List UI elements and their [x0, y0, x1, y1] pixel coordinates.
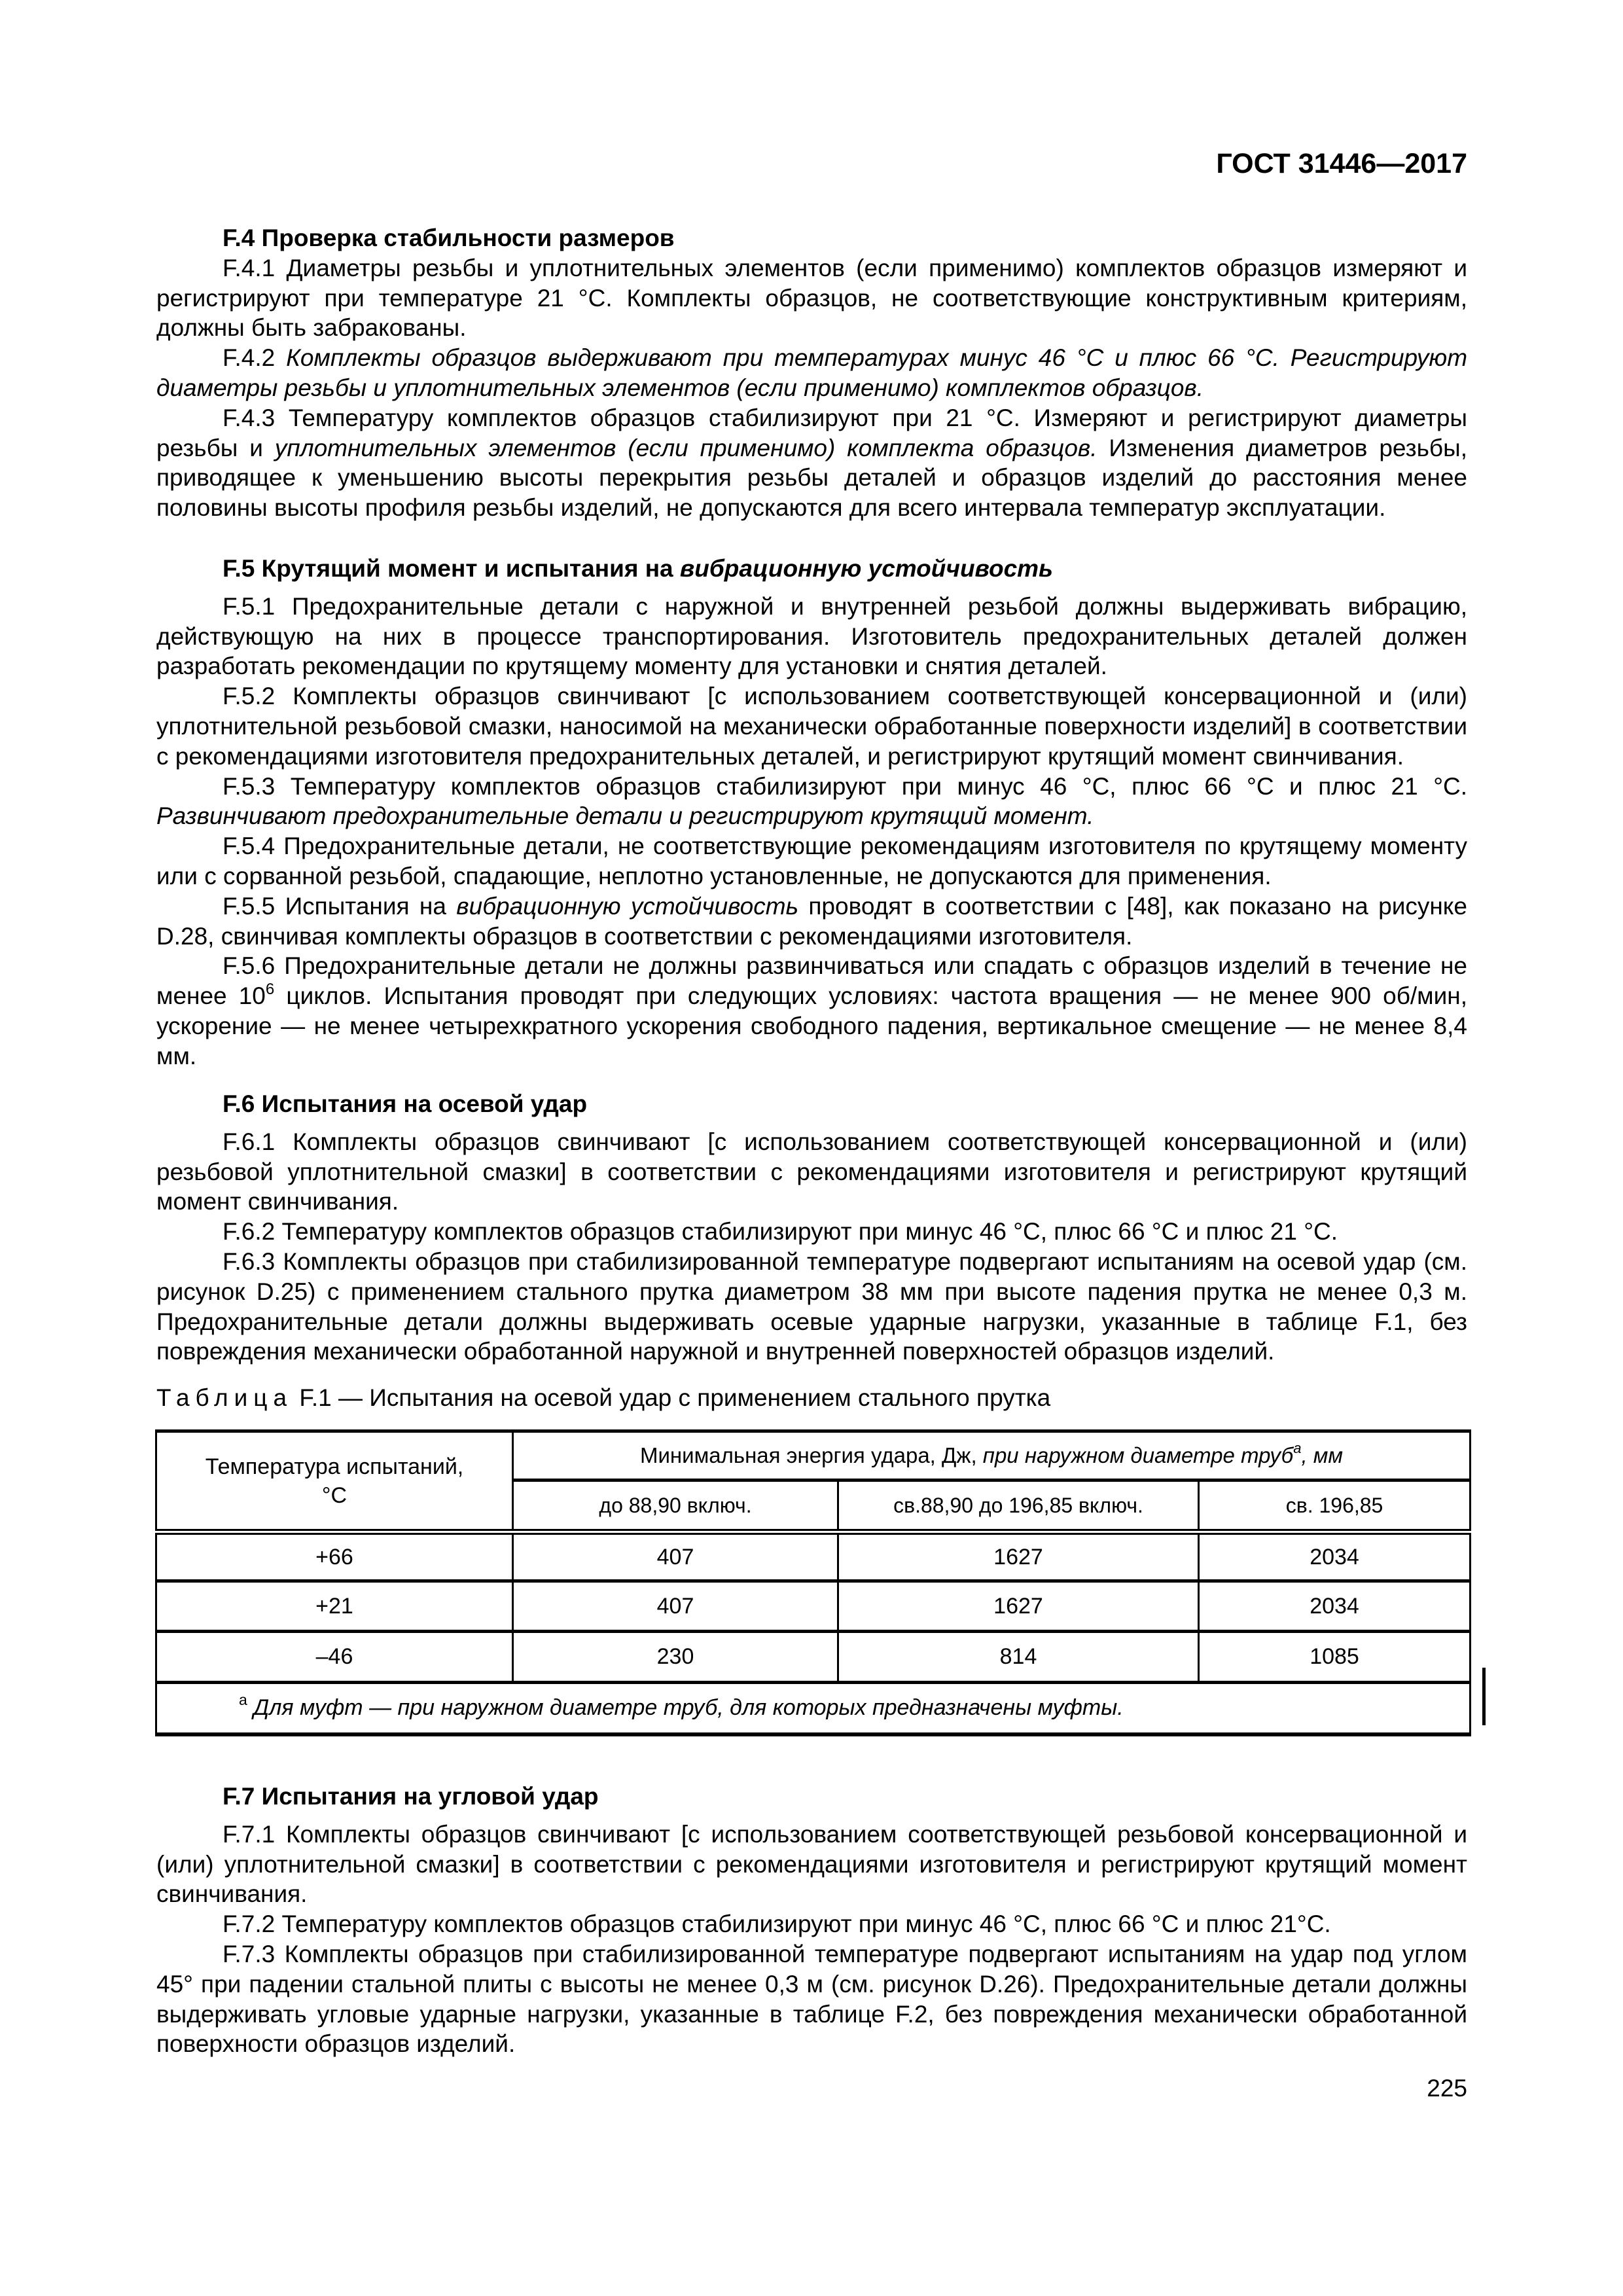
paragraph-f4-1: F.4.1 Диаметры резьбы и уплотнительных элементов (если применимо) комплектов образцов измеряют и регистрируют при температуре 21 °С. Комплекты образцов, не соответствующие конструктивным критериям, должны быть забракованы.: [156, 254, 1467, 342]
section-heading: F.6 Испытания на осевой удар: [223, 1090, 588, 1117]
paragraph-f4-3: [156, 403, 1467, 523]
cell-value: 230: [513, 1632, 838, 1683]
table-caption: [156, 1384, 1050, 1412]
paragraph-f5-2: F.5.2 Комплекты образцов свинчивают [с использованием соответствующей консервационной и (или) уплотнительной резьбовой смазки, наносимой на механически обработанные поверхности изделий] в соответствии с рекомендациями изготовителя предохранительных деталей, и регистрируют крутящий момент свинчивания.: [156, 683, 1467, 770]
paragraph-f6-3: F.6.3 Комплекты образцов при стабилизированной температуре подвергают испытаниям на осевой удар (см. рисунок D.25) с применением стального прутка диаметром 38 мм при высоте падения прутка не менее 0,3 м. Предохранительные детали должны выдерживать осевые ударные нагрузки, указанные в таблице F.1, без повреждения механически обработанной наружной и внутренней поверхностей образцов изделий.: [156, 1247, 1467, 1365]
cell-value: 2034: [1199, 1581, 1471, 1632]
superscript: 6: [265, 980, 275, 999]
header-text: Температура испытаний, °С: [205, 1454, 464, 1508]
paragraph-f5-5: [156, 891, 1467, 952]
paragraph-f6-1: F.6.1 Комплекты образцов свинчивают [с использованием соответствующей консервационной и (или) резьбовой уплотнительной смазки] в соответствии с рекомендациями изготовителя и регистрируют крутящий момент свинчивания.: [156, 1128, 1467, 1215]
paragraph-f5-4: F.5.4 Предохранительные детали, не соответствующие рекомендациям изготовителя по крутящему моменту или с сорванной резьбой, спадающие, неплотно установленные, не допускаются для применения.: [156, 833, 1467, 889]
italic-text: Комплекты образцов выдерживают при температурах минус 46 °С и плюс 66 °С. Регистрируют диаметры резьбы и уплотнительных элементов (если применимо) комплектов образцов.: [156, 344, 1468, 401]
footnote-text: Для муфт — при наружном диаметре труб, для которых предназначены муфты.: [253, 1695, 1124, 1721]
italic-text: уплотнительных элементов (если применимо) комплекта образцов.: [274, 434, 1097, 461]
paragraph-f6-2: F.6.2 Температуру комплектов образцов стабилизируют при минус 46 °С, плюс 66 °С и плюс 21 °С.: [223, 1218, 1338, 1246]
table-footnote-row: [156, 1683, 1471, 1734]
paragraph-f7-3: F.7.3 Комплекты образцов при стабилизированной температуре подвергают испытаниям на удар под углом 45° при падении стальной плиты с высоты не менее 0,3 м (см. рисунок D.26). Предохранительные детали должны выдерживать угловые ударные нагрузки, указанные в таблице F.2, без повреждения механически обработанной поверхности образцов изделий.: [156, 1940, 1467, 2058]
text: циклов. Испытания проводят при следующих условиях: частота вращения — не менее 900 об/мин, ускорение — не менее четырехкратного ускорения свободного падения, вертикальное смещение — не менее 8,4 мм.: [156, 982, 1467, 1069]
footnote-ref: а: [1293, 1440, 1302, 1456]
subheader-col1: до 88,90 включ.: [513, 1480, 838, 1532]
paragraph-f5-1: F.5.1 Предохранительные детали с наружной и внутренней резьбой должны выдерживать вибрацию, действующую на них в процессе транспортирования. Изготовитель предохранительных деталей должен разработать рекомендации по крутящему моменту для установки и снятия деталей.: [156, 592, 1467, 680]
section-f6: [156, 1089, 1467, 1367]
section-heading: F.4 Проверка стабильности размеров: [223, 224, 675, 251]
cell-temp: +21: [156, 1581, 513, 1632]
header-temperature: [156, 1431, 513, 1532]
text: проводят в соответствии с [48], как показано на рисунке D.28, свинчивая комплекты образцов в соответствии с рекомендациями изготовителя.: [156, 892, 1467, 950]
text: F.5.5 Испытания на: [223, 892, 457, 920]
header-unit: , мм: [1301, 1443, 1344, 1467]
document-header: ГОСТ 31446—2017: [1216, 148, 1467, 179]
paragraph-f4-2: [156, 343, 1467, 403]
heading-italic: вибрационную устойчивость: [679, 555, 1054, 582]
section-f5: [156, 554, 1467, 1071]
paragraph-f5-3: [156, 772, 1467, 832]
italic-text: Развинчивают предохранительные детали и регистрируют крутящий момент.: [156, 802, 1094, 830]
header-energy-group: [513, 1431, 1471, 1480]
section-f4: [156, 223, 1467, 523]
cell-value: 407: [513, 1581, 838, 1632]
text: F.4.3 Температуру комплектов образцов стабилизируют при 21 °С. Измеряют и регистрируют диаметры резьбы и: [156, 404, 1467, 461]
table-row: [156, 1632, 1471, 1683]
table-footnote: [156, 1683, 1471, 1734]
subheader-col3: св. 196,85: [1199, 1480, 1471, 1532]
paragraph-f7-2: F.7.2 Температуру комплектов образцов стабилизируют при минус 46 °С, плюс 66 °С и плюс 21°С.: [223, 1910, 1331, 1938]
heading-text: F.5 Крутящий момент и испытания на: [223, 555, 680, 582]
change-bar: [1482, 1668, 1486, 1725]
cell-value: 1627: [838, 1581, 1199, 1632]
text: F.5.6 Предохранительные детали не должны развинчиваться или спадать с образцов изделий в течение не менее 10: [156, 952, 1467, 1010]
table-row: [156, 1532, 1471, 1581]
section-heading: F.7 Испытания на угловой удар: [223, 1783, 599, 1810]
paragraph-f5-6: [156, 951, 1467, 1071]
section-heading: [156, 554, 1467, 584]
page-number: 225: [1427, 2075, 1467, 2102]
header-text: Минимальная энергия удара, Дж,: [640, 1443, 983, 1467]
footnote-mark: а: [239, 1691, 247, 1709]
cell-temp: –46: [156, 1632, 513, 1683]
text: Изменения диаметров резьбы, приводящее к уменьшению высоты перекрытия резьбы деталей и образцов изделий до расстояния менее половины высоты профиля резьбы изделий, не допускаются для всего интервала температур эксплуатации.: [156, 434, 1467, 522]
italic-text: вибрационную устойчивость: [456, 892, 799, 920]
cell-value: 814: [838, 1632, 1199, 1683]
cell-value: 407: [513, 1532, 838, 1581]
cell-value: 1627: [838, 1532, 1199, 1581]
subheader-col2: св.88,90 до 196,85 включ.: [838, 1480, 1199, 1532]
caption-label: Таблица: [156, 1384, 293, 1411]
text: F.5.3 Температуру комплектов образцов стабилизируют при минус 46 °С, плюс 66 °С и плюс 21 °С.: [223, 772, 1467, 800]
header-italic: при наружном диаметре труб: [982, 1443, 1294, 1467]
table-row: [156, 1581, 1471, 1632]
paragraph-f7-1: F.7.1 Комплекты образцов свинчивают [с использованием соответствующей резьбовой консервационной и (или) уплотнительной смазки] в соответствии с рекомендациями изготовителя и регистрируют крутящий момент свинчивания.: [156, 1820, 1467, 1908]
cell-value: 2034: [1199, 1532, 1471, 1581]
caption-text: F.1 — Испытания на осевой удар с применением стального прутка: [293, 1384, 1051, 1411]
cell-value: 1085: [1199, 1632, 1471, 1683]
impact-energy-table: [155, 1429, 1471, 1736]
section-f7: [156, 1782, 1467, 2059]
cell-temp: +66: [156, 1532, 513, 1581]
clause-number: F.4.2: [223, 344, 287, 372]
